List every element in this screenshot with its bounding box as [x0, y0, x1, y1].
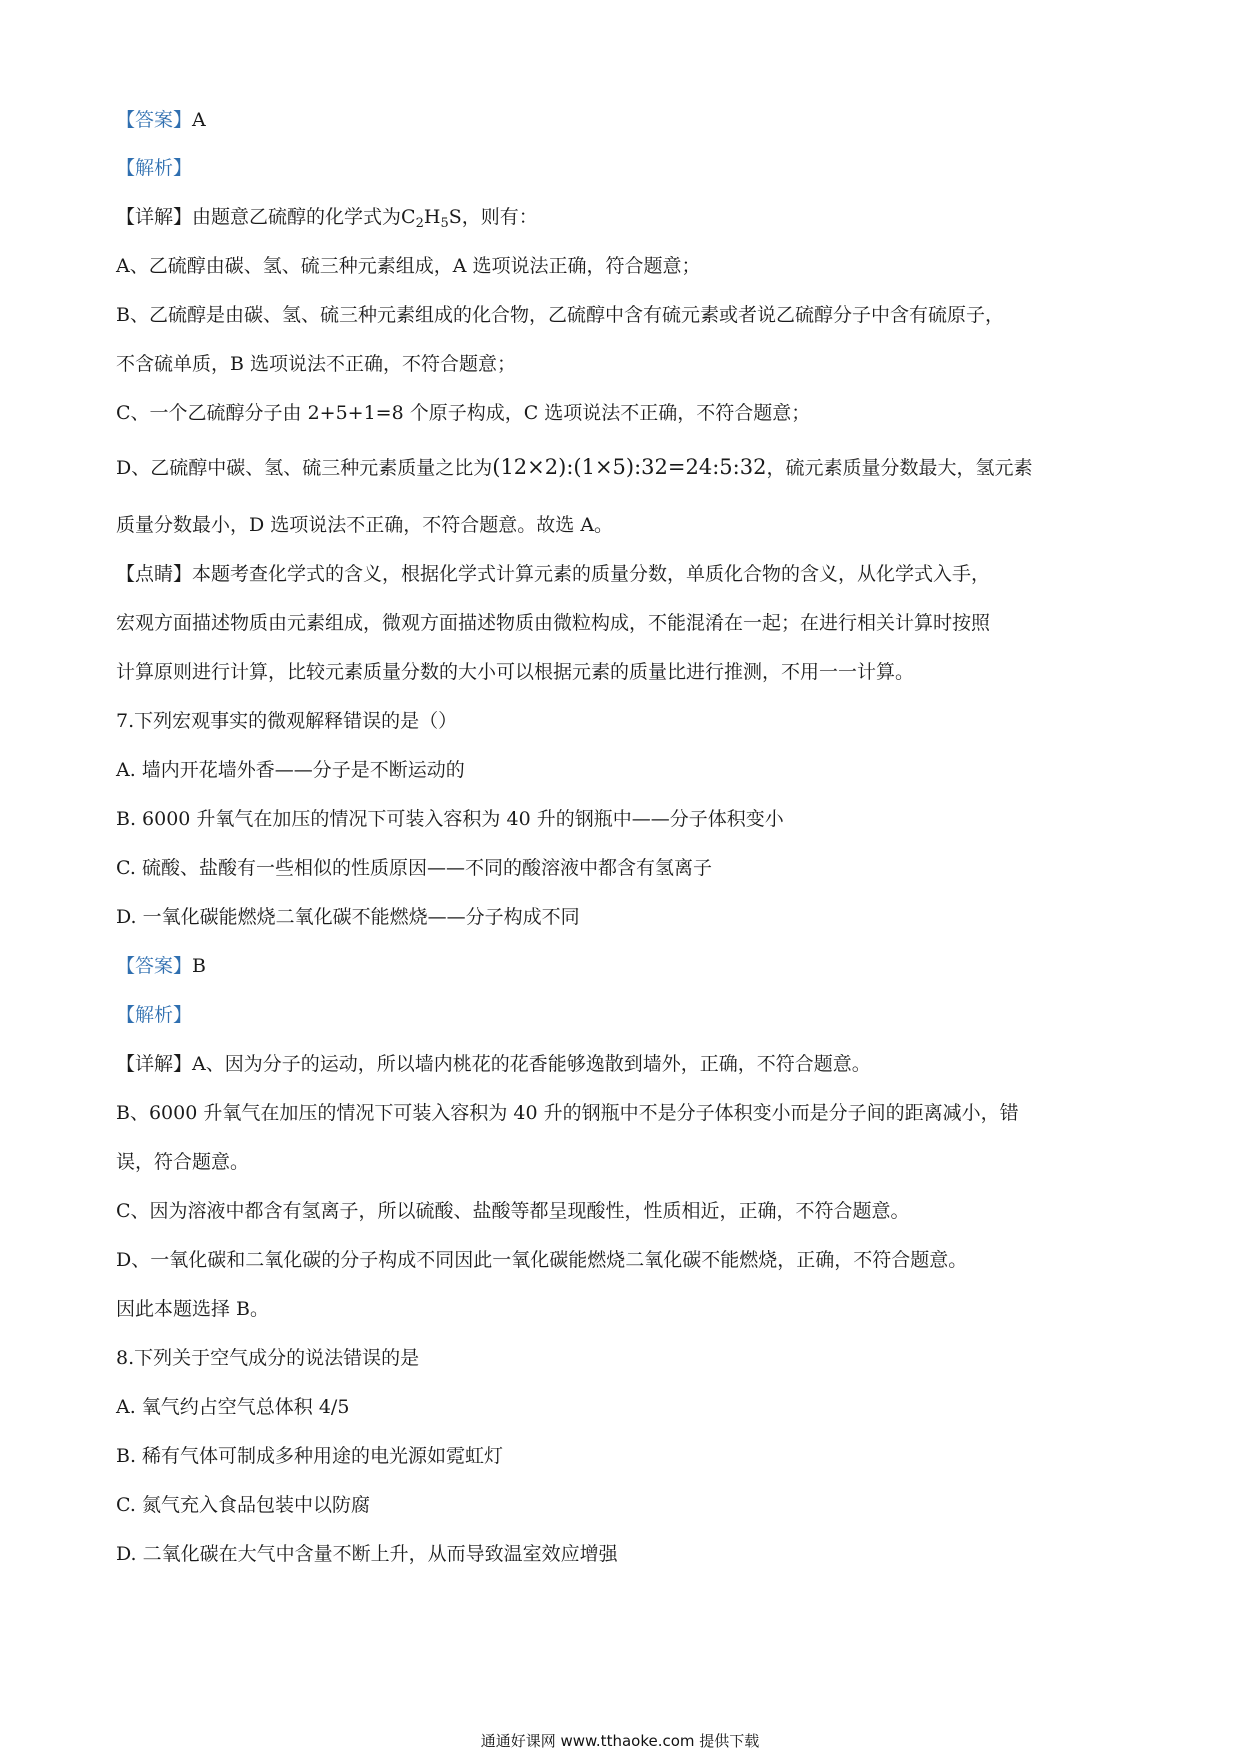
q8-stem: 8.下列关于空气成分的说法错误的是: [116, 1347, 420, 1369]
detail-a-text: A、因为分子的运动，所以墙内桃花的花香能够逸散到墙外，正确，不符合题意。: [192, 1053, 871, 1075]
formula-h: H: [423, 206, 441, 228]
detail-intro-text: 由题意乙硫醇的化学式为: [192, 206, 402, 228]
q7-detail-a: [116, 1052, 871, 1076]
q6-answer-line: [116, 108, 206, 132]
q6-comment-line3: 计算原则进行计算，比较元素质量分数的大小可以根据元素的质量比进行推测，不用一一计算。: [116, 661, 915, 683]
q6-detail-d-line1: [116, 455, 1032, 480]
q6-detail-a: A、乙硫醇由碳、氢、硫三种元素组成，A 选项说法正确，符合题意；: [116, 255, 701, 277]
q7-option-d: D. 一氧化碳能燃烧二氧化碳不能燃烧——分子构成不同: [116, 906, 580, 928]
comment-tag: 【点睛】: [116, 563, 193, 585]
q6-comment-line1: [116, 562, 990, 586]
q6-comment-line2: 宏观方面描述物质由元素组成，微观方面描述物质由微粒构成，不能混淆在一起；在进行相关计算时按照: [116, 612, 991, 634]
formula-c-sub: 2: [415, 216, 424, 231]
detail-tag: 【详解】: [116, 1053, 193, 1075]
q7-detail-d: D、一氧化碳和二氧化碳的分子构成不同因此一氧化碳能燃烧二氧化碳不能燃烧，正确，不符合题意。: [116, 1249, 968, 1271]
q7-detail-b-line1: B、6000 升氧气在加压的情况下可装入容积为 40 升的钢瓶中不是分子体积变小而是分子间的距离减小，错: [116, 1102, 1019, 1124]
analysis-tag: 【解析】: [116, 1004, 193, 1026]
mass-ratio-formula: (12×2):(1×5):32=24:5:32: [492, 455, 767, 479]
answer-tag: 【答案】: [116, 955, 193, 977]
q7-conclusion: 因此本题选择 B。: [116, 1298, 270, 1320]
answer-tag: 【答案】: [116, 109, 193, 131]
formula-h-sub: 5: [440, 216, 449, 231]
formula-s: S: [448, 206, 462, 228]
q7-answer-line: [116, 954, 206, 978]
q6-detail-c: C、一个乙硫醇分子由 2+5+1=8 个原子构成，C 选项说法不正确，不符合题意；: [116, 402, 811, 424]
answer-value: A: [192, 109, 206, 131]
page-footer: 通通好课网 www.tthaoke.com 提供下载: [480, 1732, 760, 1750]
q7-stem: 7.下列宏观事实的微观解释错误的是（）: [116, 710, 458, 732]
q8-option-d: D. 二氧化碳在大气中含量不断上升，从而导致温室效应增强: [116, 1543, 618, 1565]
comment-text-1: 本题考查化学式的含义，根据化学式计算元素的质量分数，单质化合物的含义，从化学式入手，: [192, 563, 991, 585]
detail-d-pre: D、乙硫醇中碳、氢、硫三种元素质量之比为: [116, 457, 493, 479]
q7-option-a: A. 墙内开花墙外香——分子是不断运动的: [116, 759, 465, 781]
detail-d-post: ，硫元素质量分数最大，氢元素: [766, 457, 1033, 479]
q7-detail-b-line2: 误，符合题意。: [116, 1151, 250, 1173]
q8-option-c: C. 氮气充入食品包装中以防腐: [116, 1494, 370, 1516]
answer-value: B: [192, 955, 206, 977]
q8-option-b: B. 稀有气体可制成多种用途的电光源如霓虹灯: [116, 1445, 504, 1467]
q7-option-c: C. 硫酸、盐酸有一些相似的性质原因——不同的酸溶液中都含有氢离子: [116, 857, 712, 879]
q6-detail-d-line2: 质量分数最小，D 选项说法不正确，不符合题意。故选 A。: [116, 514, 614, 536]
q8-option-a: A. 氧气约占空气总体积 4/5: [116, 1396, 350, 1418]
detail-tag: 【详解】: [116, 206, 193, 228]
detail-intro-tail: ，则有：: [461, 206, 538, 228]
q7-detail-c: C、因为溶液中都含有氢离子，所以硫酸、盐酸等都呈现酸性，性质相近，正确，不符合题意。: [116, 1200, 910, 1222]
analysis-tag: 【解析】: [116, 157, 193, 179]
q6-detail-b-line1: B、乙硫醇是由碳、氢、硫三种元素组成的化合物，乙硫醇中含有硫元素或者说乙硫醇分子中含有硫原子，: [116, 304, 1004, 326]
q6-analysis-line: [116, 156, 192, 180]
q7-option-b: B. 6000 升氧气在加压的情况下可装入容积为 40 升的钢瓶中——分子体积变小: [116, 808, 784, 830]
q7-analysis-line: [116, 1003, 192, 1027]
q6-detail-intro: [116, 205, 538, 236]
q6-detail-b-line2: 不含硫单质，B 选项说法不正确，不符合题意；: [116, 353, 517, 375]
formula-c: C: [401, 206, 416, 228]
